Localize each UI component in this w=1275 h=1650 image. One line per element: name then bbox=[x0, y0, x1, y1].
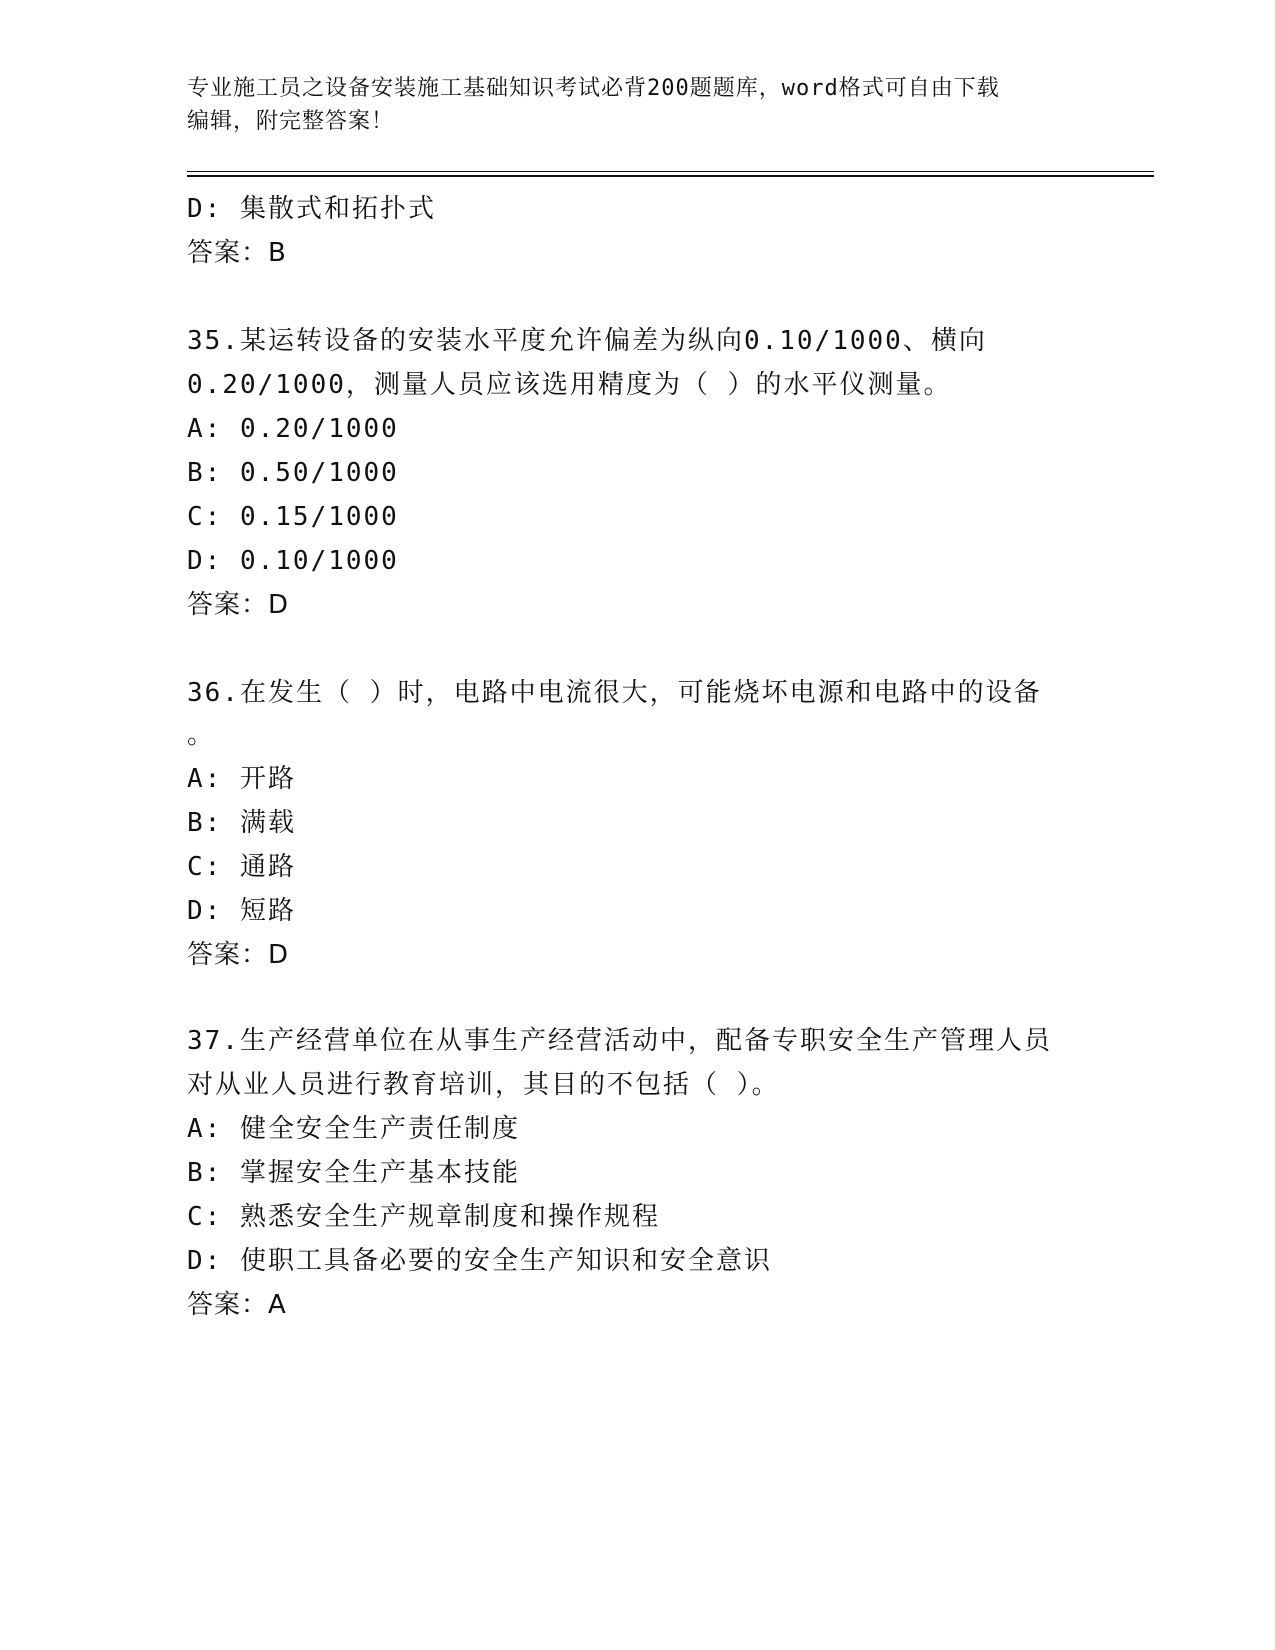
header-title-line-2: 编辑，附完整答案！ bbox=[187, 109, 395, 134]
question-35-option-b: B: 0.50/1000 bbox=[187, 458, 399, 488]
question-37-option-b: B: 掌握安全生产基本技能 bbox=[187, 1158, 520, 1188]
header-rule-thick bbox=[187, 175, 1154, 177]
question-36-option-a: A: 开路 bbox=[187, 764, 296, 794]
prev-question-option-d: D: 集散式和拓扑式 bbox=[187, 194, 436, 224]
question-36-option-d: D: 短路 bbox=[187, 896, 296, 926]
question-37-stem-line-1: 37.生产经营单位在从事生产经营活动中，配备专职安全生产管理人员 bbox=[187, 1026, 1052, 1056]
question-37-answer: 答案：A bbox=[187, 1290, 287, 1320]
question-37-option-d: D: 使职工具备必要的安全生产知识和安全意识 bbox=[187, 1246, 772, 1276]
question-36-answer: 答案：D bbox=[187, 940, 290, 970]
question-37-stem-line-2: 对从业人员进行教育培训，其目的不包括（ ）。 bbox=[187, 1070, 780, 1100]
question-37-option-a: A: 健全安全生产责任制度 bbox=[187, 1114, 520, 1144]
header-rule-thin bbox=[187, 171, 1154, 172]
question-35-option-a: A: 0.20/1000 bbox=[187, 414, 399, 444]
question-35-option-d: D: 0.10/1000 bbox=[187, 546, 399, 576]
question-35-option-c: C: 0.15/1000 bbox=[187, 502, 399, 532]
question-36-option-b: B: 满载 bbox=[187, 808, 296, 838]
question-36-stem-line-2: 。 bbox=[187, 720, 216, 750]
header-title-line-1: 专业施工员之设备安装施工基础知识考试必背200题题库，word格式可自由下载 bbox=[187, 76, 1000, 101]
question-36-stem-line-1: 36.在发生（ ）时，电路中电流很大，可能烧坏电源和电路中的设备 bbox=[187, 678, 1042, 708]
prev-question-answer: 答案：B bbox=[187, 238, 287, 268]
question-36-option-c: C: 通路 bbox=[187, 852, 296, 882]
question-35-answer: 答案：D bbox=[187, 590, 290, 620]
question-37-option-c: C: 熟悉安全生产规章制度和操作规程 bbox=[187, 1202, 660, 1232]
question-35-stem-line-1: 35.某运转设备的安装水平度允许偏差为纵向0.10/1000、横向 bbox=[187, 326, 987, 356]
document-header bbox=[187, 72, 1077, 138]
question-35-stem-line-2: 0.20/1000，测量人员应该选用精度为（ ）的水平仪测量。 bbox=[187, 370, 952, 400]
